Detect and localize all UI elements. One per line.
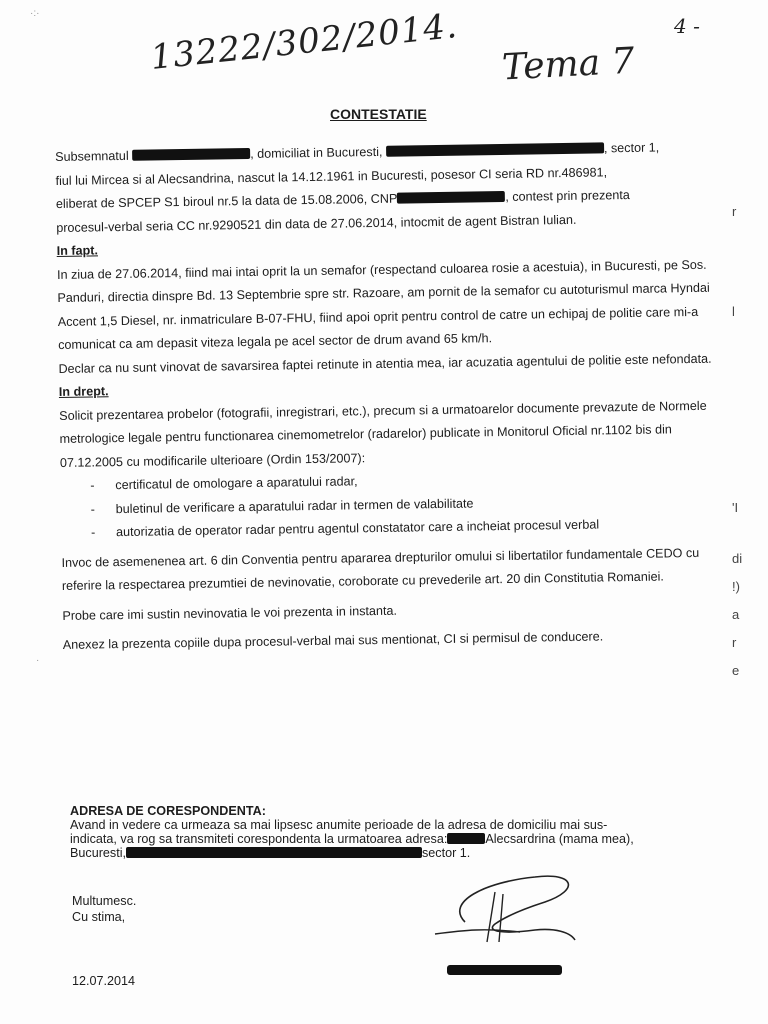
address-line-1: Avand in vedere ca urmeaza sa mai lipsesc anumite perioade de la adresa de domiciliu mai sus-	[70, 818, 608, 832]
section-heading-drept: In drept.	[58, 384, 109, 399]
handwritten-reference-number: 13222/302/2014.	[148, 5, 460, 79]
intro-line-2: fiul lui Mircea si al Alecsandrina, nascut la 14.12.1961 in Bucuresti, posesor CI seria RD nr.486981,	[55, 164, 608, 188]
document-date: 12.07.2014	[72, 974, 136, 988]
margin-mark: l	[732, 304, 735, 319]
redacted-address-detail	[126, 847, 422, 858]
address-text: Bucuresti,	[70, 846, 126, 860]
handwritten-corner-note: 4 -	[674, 14, 700, 38]
correspondence-address	[70, 804, 710, 860]
intro-text: , sector 1,	[603, 140, 660, 156]
section-heading-fapt: In fapt.	[56, 243, 99, 258]
margin-mark: !)	[732, 579, 740, 594]
drept-paragraph-2: Invoc de asemenenea art. 6 din Conventia pentru apararea drepturilor omului si libertatilor fundamentale CEDO cu referire la respectarea prezumtiei de nevinovatie, coroborate cu prevederile art. 20 din Constitutia Romaniei.	[61, 545, 700, 593]
margin-mark: r	[732, 204, 737, 219]
list-item: - autorizatia de operator radar pentru agentul constatator care a incheiat procesul verbal	[91, 511, 729, 545]
redacted-cnp	[397, 191, 505, 204]
regards-text: Cu stima,	[72, 910, 126, 924]
closing	[72, 893, 136, 925]
drept-paragraph-4: Anexez la prezenta copiile dupa procesul-verbal mai sus mentionat, CI si permisul de conducere.	[62, 629, 604, 652]
fapt-paragraph-1: In ziua de 27.06.2014, fiind mai intai oprit la un semafor (respectand culoarea rosie a acestuia), in Bucuresti, pe Sos. Panduri, directia dinspre Bd. 13 Septembrie spre str. Razoare, am pornit de la semafor cu autoturismul marca Hyndai Accent 1,5 Diesel, nr. inmatriculare B-07-FHU, fiind apoi oprit pentru control de catre un echipaj de politie care mi-a comunicat ca am depasit viteza legala pe acel sector de drum avand 65 km/h.	[56, 257, 710, 352]
address-line-3	[70, 846, 710, 860]
documents-list	[90, 464, 729, 545]
margin-marks	[732, 200, 742, 683]
list-item: - buletinul de verificare a aparatului radar in termen de valabilitate	[91, 488, 729, 522]
intro-text: , domiciliat in Bucuresti,	[250, 144, 383, 161]
address-text: sector 1.	[422, 846, 471, 860]
handwritten-tema-note: Tema 7	[501, 40, 636, 89]
intro-text: Subsemnatul	[55, 148, 129, 164]
intro-line-4: procesul-verbal seria CC nr.9290521 din data de 27.06.2014, intocmit de agent Bistran Iulian.	[56, 212, 577, 235]
drept-paragraph-3: Probe care imi sustin nevinovatia le voi prezenta in instanta.	[62, 603, 398, 623]
redacted-name	[132, 148, 250, 161]
document-body	[55, 136, 731, 658]
scan-speck: ·	[36, 655, 40, 666]
redacted-street	[447, 833, 485, 844]
margin-mark: e	[732, 663, 740, 678]
list-item: - certificatul de omologare a aparatului radar,	[90, 464, 728, 498]
address-text: Alecsardrina (mama mea),	[485, 832, 634, 846]
margin-mark: 'I	[732, 500, 739, 515]
scan-speck: ·:·	[30, 8, 40, 19]
intro-text: eliberat de SPCEP S1 biroul nr.5 la data de 15.08.2006, CNP	[55, 191, 398, 211]
margin-mark: a	[732, 607, 740, 622]
document-title: CONTESTATIE	[330, 106, 427, 122]
thanks-text: Multumesc.	[72, 894, 137, 908]
margin-mark: r	[732, 635, 737, 650]
intro-text: , contest prin prezenta	[505, 187, 630, 204]
address-heading: ADRESA DE CORESPONDENTA:	[70, 804, 266, 818]
margin-mark: di	[732, 551, 743, 566]
redacted-signature-name	[447, 965, 562, 975]
address-line-2	[70, 832, 710, 846]
address-text: indicata, va rog sa transmiteti corespondenta la urmatoarea adresa:	[70, 832, 448, 846]
fapt-paragraph-2: Declar ca nu sunt vinovat de savarsirea faptei retinute in atentia mea, iar acuzatia agentului de politie este nefondata.	[58, 351, 712, 376]
redacted-address	[386, 142, 604, 156]
handwritten-signature	[425, 862, 595, 947]
drept-paragraph-1: Solicit prezentarea probelor (fotografii, inregistrari, etc.), precum si a urmatoarelor documente prevazute de Normele metrologice legale pentru functionarea cinemometrelor (radarelor) publicate in Monitorul Oficial nr.1102 bis din 07.12.2005 cu modificarile ulterioare (Ordin 153/2007):	[59, 398, 707, 470]
